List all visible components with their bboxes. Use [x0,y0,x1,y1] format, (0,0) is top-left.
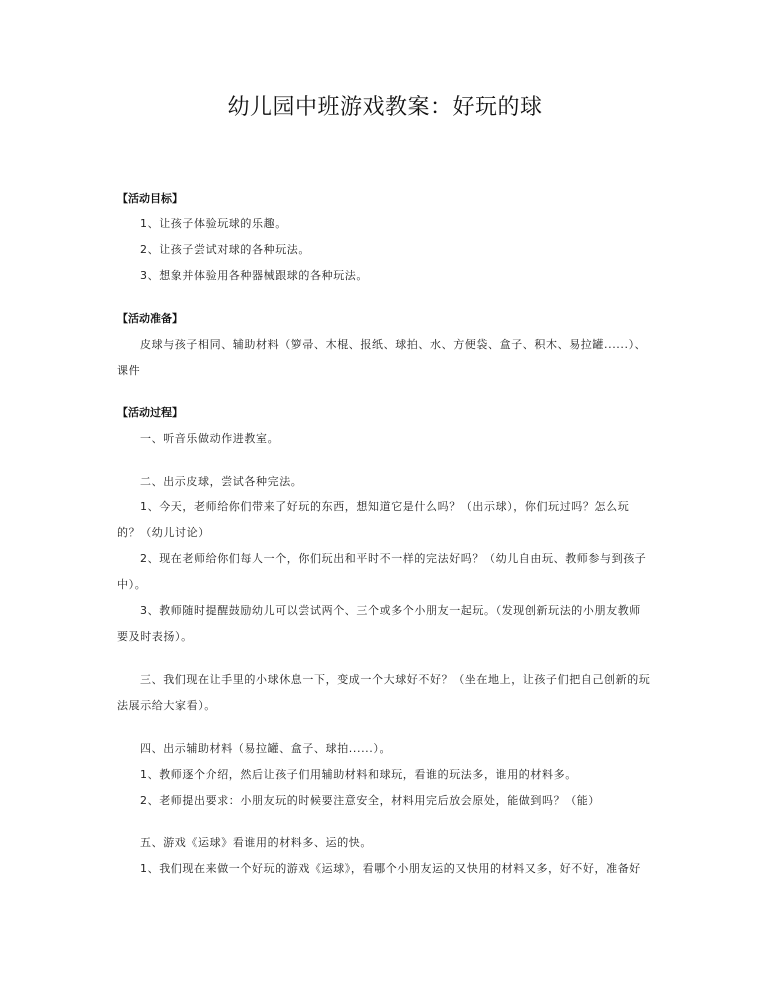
process-line: 四、出示辅助材料（易拉罐、盒子、球拍......）。 [140,742,392,755]
prep-heading: 【活动准备】 [117,312,183,325]
process-line: 1、我们现在来做一个好玩的游戏《运球》，看哪个小朋友运的又快用的材料又多，好不好，准备好 [140,862,641,875]
process-line: 2、老师提出要求：小朋友玩的时候要注意安全，材料用完后放会原处，能做到吗？（能） [140,794,600,807]
process-line: 二、出示皮球，尝试各种完法。 [140,475,303,488]
process-line: 中）。 [117,578,147,591]
prep-line: 课件 [117,364,141,377]
goals-item: 1、让孩子体验玩球的乐趣。 [140,217,287,230]
process-line: 五、游戏《运球》看谁用的材料多、运的快。 [140,836,372,849]
process-heading: 【活动过程】 [117,406,183,419]
prep-line: 皮球与孩子相同、辅助材料（箩帚、木棍、报纸、球拍、水、方便袋、盒子、积木、易拉罐......）、 [140,338,647,351]
goals-heading: 【活动目标】 [117,192,183,205]
process-line: 要及时表扬）。 [117,630,193,643]
process-line: 1、今天，老师给你们带来了好玩的东西，想知道它是什么吗？（出示球），你们玩过吗？怎么玩 [140,500,630,513]
process-line: 2、现在老师给你们每人一个，你们玩出和平时不一样的完法好吗？（幼儿自由玩、教师参与到孩子 [140,552,647,565]
process-line: 1、教师逐个介绍，然后让孩子们用辅助材料和球玩，看谁的玩法多，谁用的材料多。 [140,768,577,781]
process-line: 3、教师随时提醒鼓励幼儿可以尝试两个、三个或多个小朋友一起玩。（发现创新玩法的小朋友教师 [140,604,641,617]
document-title: 幼儿园中班游戏教案：好玩的球 [227,95,543,120]
goals-item: 2、让孩子尝试对球的各种玩法。 [140,243,310,256]
goals-item: 3、想象并体验用各种器械跟球的各种玩法。 [140,269,368,282]
process-line: 一、听音乐做动作进教室。 [140,432,280,445]
process-line: 三、我们现在让手里的小球休息一下，变成一个大球好不好？（坐在地上，让孩子们把自己创新的玩 [140,673,651,686]
process-line: 法展示给大家看）。 [117,699,216,712]
process-line: 的？（幼儿讨论） [117,526,210,539]
